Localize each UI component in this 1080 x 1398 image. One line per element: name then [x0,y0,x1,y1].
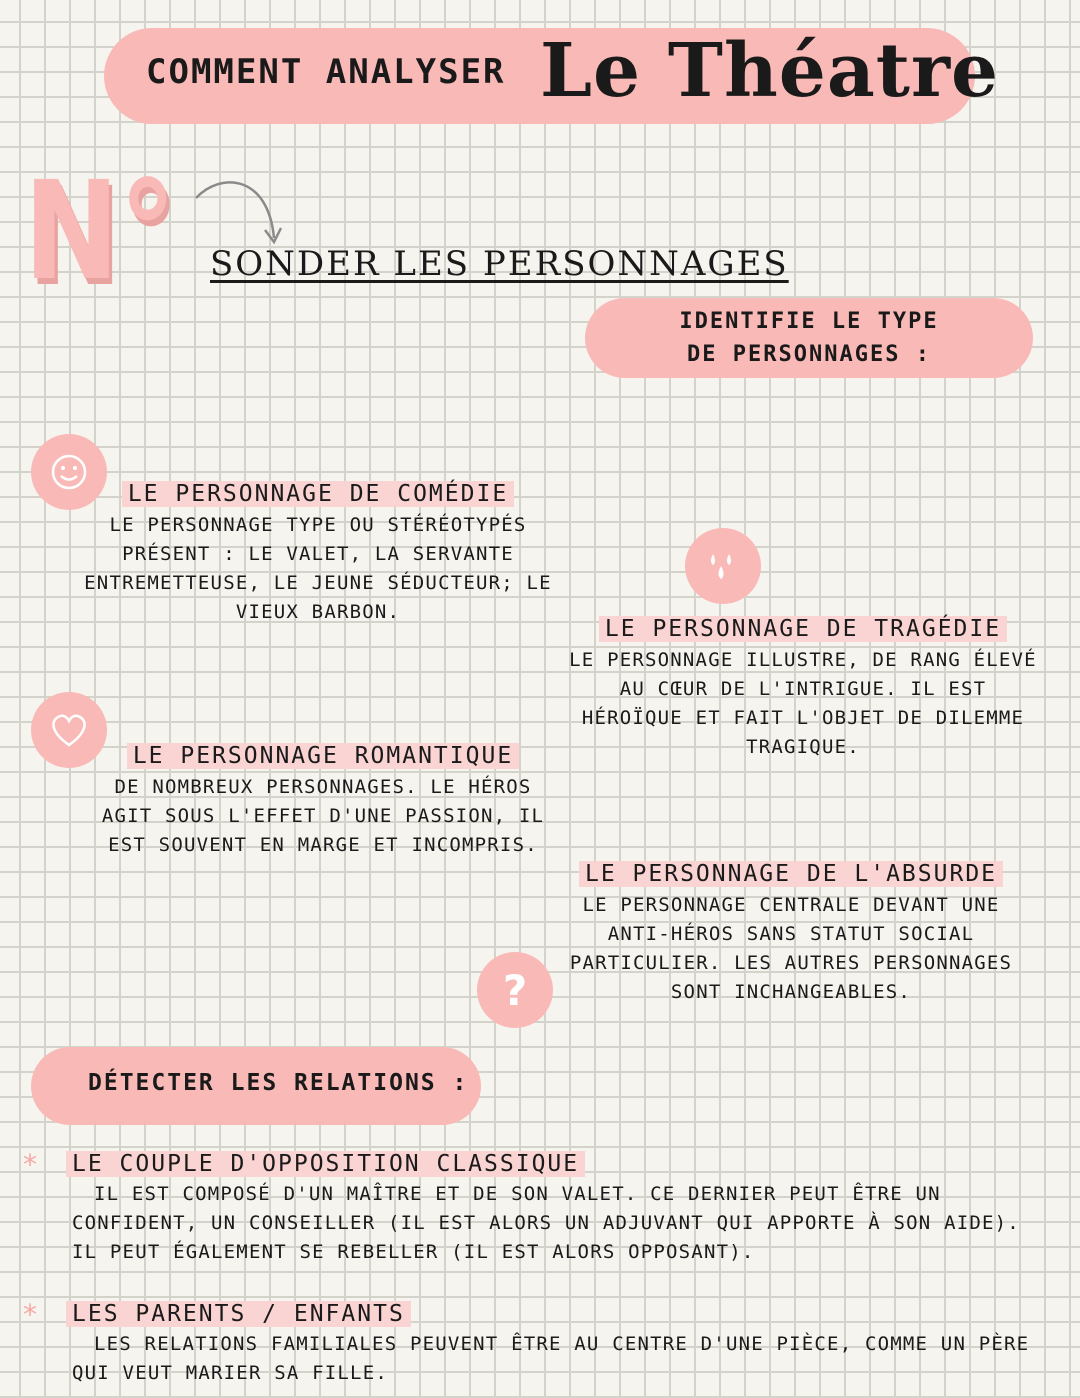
section-number-shadow: N° [27,166,180,298]
relations-label: DÉTECTER LES RELATIONS : [88,1070,469,1096]
title-prefix: COMMENT ANALYSER [146,52,506,92]
tears-icon [685,528,761,604]
card-romantique [92,743,554,860]
card-absurde [566,861,1016,1007]
section-number-badge [22,166,182,298]
section-number: N° [23,166,177,298]
section-title: SONDER LES PERSONNAGES [210,244,789,284]
page-title: Le Théatre [540,28,1000,114]
card-title: LE PERSONNAGE ROMANTIQUE [127,743,519,769]
card-body: LE PERSONNAGE TYPE OU STÉRÉOTYPÉS PRÉSENT : LE VALET, LA SERVANTE ENTREMETTEUSE, LE JEUNE SÉDUCTEUR; LE VIEUX BARBON. [84,514,552,623]
identify-types-banner [585,298,1033,378]
relation-title: LE COUPLE D'OPPOSITION CLASSIQUE [66,1151,585,1177]
card-title: LE PERSONNAGE DE L'ABSURDE [579,861,1003,887]
card-title: LE PERSONNAGE DE COMÉDIE [122,481,514,507]
relation-title: LES PARENTS / ENFANTS [66,1301,411,1327]
star-bullet-icon: * [23,1148,37,1181]
card-comedie [82,481,554,627]
card-body: DE NOMBREUX PERSONNAGES. LE HÉROS AGIT SOUS L'EFFET D'UNE PASSION, IL EST SOUVENT EN MARGE ET INCOMPRIS. [101,776,545,856]
card-body: LE PERSONNAGE ILLUSTRE, DE RANG ÉLEVÉ AU CŒUR DE L'INTRIGUE. IL EST HÉROÏQUE ET FAIT L'OBJET DE DILEMME TRAGIQUE. [569,649,1037,758]
card-tragedie [566,616,1040,762]
relation-item [66,1151,1056,1267]
identify-types-label: IDENTIFIE LE TYPE DE PERSONNAGES : [679,309,939,367]
relation-item [66,1301,1056,1388]
number-one-logo [22,166,182,298]
card-body: LE PERSONNAGE CENTRALE DEVANT UNE ANTI-HÉROS SANS STATUT SOCIAL PARTICULIER. LES AUTRES PERSONNAGES SONT INCHANGEABLES. [569,894,1013,1003]
relation-body: IL EST COMPOSÉ D'UN MAÎTRE ET DE SON VALET. CE DERNIER PEUT ÊTRE UN CONFIDENT, UN CONSEILLER (IL EST ALORS UN ADJUVANT QUI APPORTE À SON AIDE). IL PEUT ÉGALEMENT SE REBELLER (IL EST ALORS OPPOSANT). [72,1183,1020,1263]
question-icon: ? [477,952,553,1028]
star-bullet-icon: * [23,1298,37,1331]
card-title: LE PERSONNAGE DE TRAGÉDIE [599,616,1007,642]
relation-body: LES RELATIONS FAMILIALES PEUVENT ÊTRE AU CENTRE D'UNE PIÈCE, COMME UN PÈRE QUI VEUT MARIER SA FILLE. [72,1333,1030,1384]
